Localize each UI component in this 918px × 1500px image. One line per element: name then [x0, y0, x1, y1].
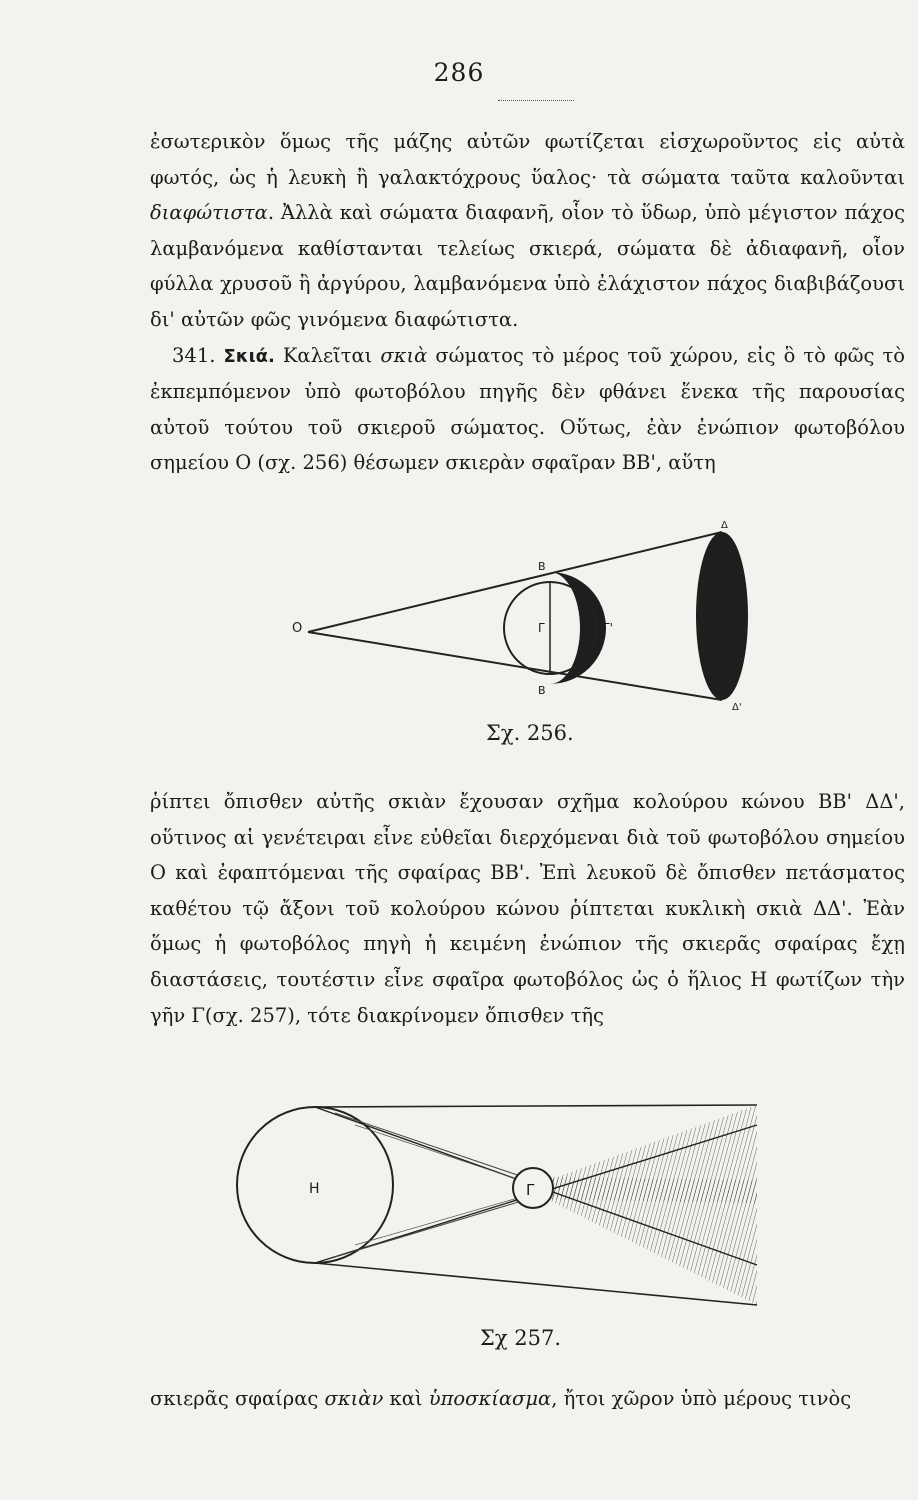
- section-number: 341.: [172, 343, 216, 367]
- paragraph-umbra: [150, 1381, 905, 1417]
- label-B-bottom: Β: [538, 684, 546, 697]
- paragraph-text: . Ἀλλὰ καὶ σώματα διαφανῆ, οἷον τὸ ὕδωρ, ὑπὸ μέγιστον πάχος λαμβανόμενα καθίστανται τελείως σκιερά, σώματα δὲ ἀδιαφανῆ, οἷον φύλλα χρυσοῦ ἢ ἀργύρου, λαμβανόμενα ὑπὸ ἐλάχιστον πάχος διαβιβάζουσι δι' αὐτῶν φῶς γινόμενα διαφώτιστα.: [150, 201, 905, 331]
- label-D: Δ: [721, 520, 728, 531]
- paragraph-text: , ἤτοι χῶρον ὑπὸ μέρους τινὸς: [551, 1387, 852, 1410]
- figure-257-umbra-penumbra: [235, 1085, 775, 1310]
- label-O: Ο: [292, 621, 303, 636]
- label-G: Γ: [538, 621, 545, 635]
- emphasis-term: ὑποσκίασμα: [428, 1387, 552, 1410]
- section-text: Καλεῖται: [274, 343, 381, 367]
- label-D-prime: Δ': [732, 702, 742, 713]
- paragraph-text: σκιερᾶς σφαίρας: [150, 1387, 325, 1410]
- figure-257-caption: Σχ 257.: [480, 1326, 562, 1350]
- section-title: Σκιά.: [223, 345, 275, 367]
- emphasis-term: σκιὰν: [324, 1387, 384, 1410]
- paragraph-translucent-bodies: [150, 124, 905, 481]
- paragraph-text: ἐσωτερικὸν ὅμως τῆς μάζης αὐτῶν φωτίζεται εἰσχωροῦντος εἰς αὐτὰ φωτός, ὡς ἡ λευκὴ ἢ γαλακτόχρους ὕαλος· τὰ σώματα ταῦτα καλοῦνται: [150, 130, 905, 189]
- page-number: 286: [433, 58, 485, 87]
- label-B-top: Β: [538, 560, 546, 573]
- emphasis-term: διαφώτιστα: [150, 201, 268, 225]
- emphasis-term: σκιὰ: [380, 343, 428, 367]
- paragraph-text: καὶ: [383, 1387, 429, 1410]
- paragraph-shadow-cone: [150, 784, 905, 1033]
- figure-256-shadow-cone: [280, 520, 780, 720]
- label-H: Η: [309, 1181, 320, 1197]
- label-G: Γ: [526, 1181, 535, 1199]
- label-G-prime: Γ': [603, 621, 613, 635]
- section-text: σώματος τὸ μέρος τοῦ χώρου, εἰς ὃ τὸ φῶς τὸ ἐκπεμπόμενον ὑπὸ φωτοβόλου πηγῆς δὲν φθάνει ἕνεκα τῆς παρουσίας αὐτοῦ τούτου τοῦ σκιεροῦ σώματος. Οὕτως, ἐὰν ἐνώπιον φωτοβόλου σημείου Ο (σχ. 256) θέσωμεν σκιερὰν σφαῖραν ΒΒ', αὕτη: [150, 343, 905, 475]
- figure-257-drawing: [235, 1085, 775, 1310]
- figure-256-drawing: [280, 520, 780, 720]
- page-number-rule: [498, 100, 574, 101]
- figure-256-caption: Σχ. 256.: [486, 721, 574, 745]
- paragraph-text: ῥίπτει ὄπισθεν αὐτῆς σκιὰν ἔχουσαν σχῆμα κολούρου κώνου ΒΒ' ΔΔ', οὕτινος αἱ γενέτειραι εἶνε εὐθεῖαι διερχόμεναι διὰ τοῦ φωτοβόλου σημείου Ο καὶ ἐφαπτόμεναι τῆς σφαίρας ΒΒ'. Ἐπὶ λευκοῦ δὲ ὄπισθεν πετάσματος καθέτου τῷ ἄξονι τοῦ κολούρου κώνου ῥίπτεται κυκλικὴ σκιὰ ΔΔ'. Ἐὰν ὅμως ἡ φωτοβόλος πηγὴ ἡ κειμένη ἐνώπιον τῆς σκιερᾶς σφαίρας ἔχῃ διαστάσεις, τουτέστιν εἶνε σφαῖρα φωτοβόλος ὡς ὁ ἥλιος Η φωτίζων τὴν γῆν Γ(σχ. 257), τότε διακρίνομεν ὄπισθεν τῆς: [150, 790, 905, 1027]
